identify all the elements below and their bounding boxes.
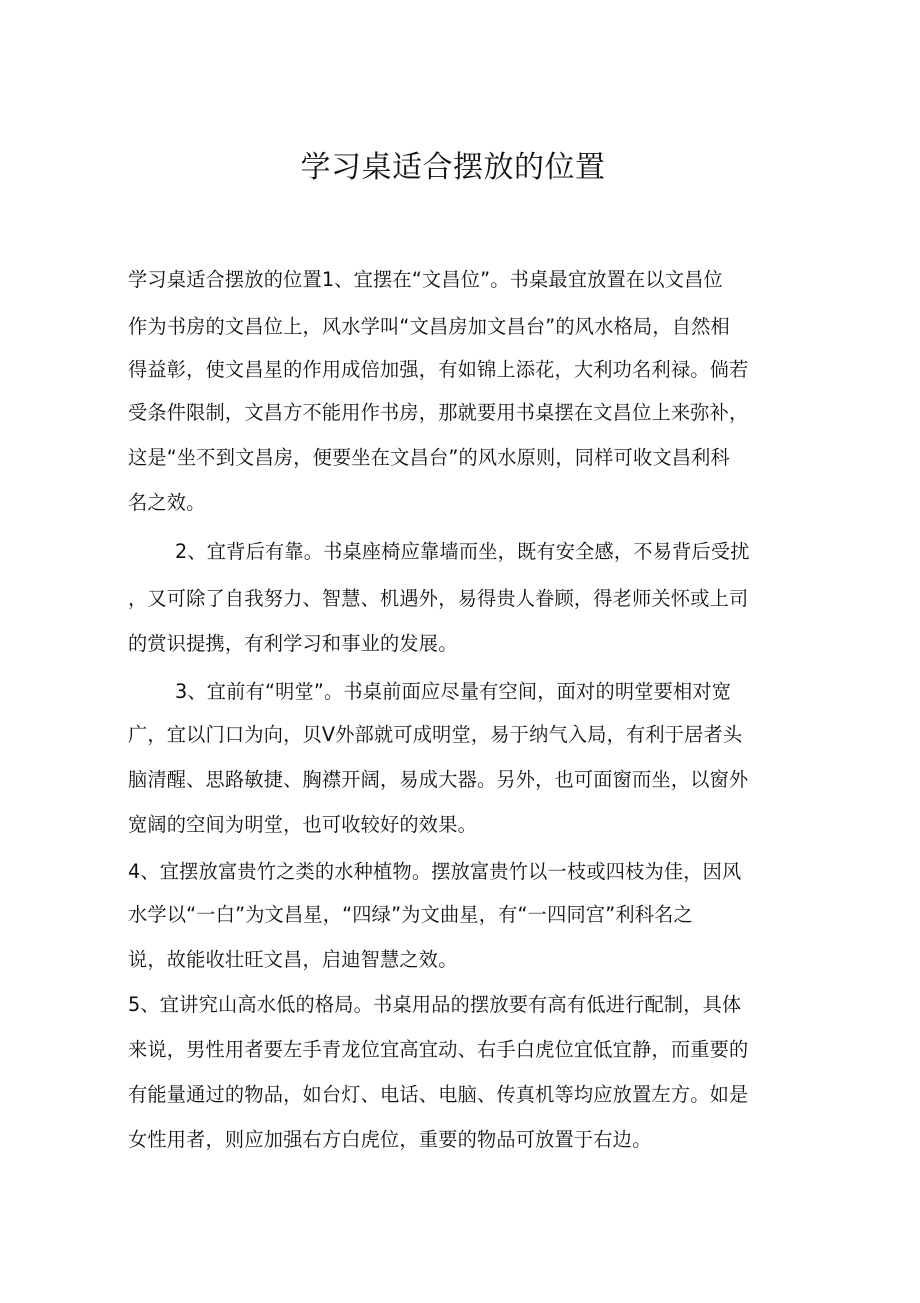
text-line: 4、宜摆放富贵竹之类的水种植物。摆放富贵竹以一枝或四枝为佳，因风 [128,860,742,883]
text-line: 说，故能收壮旺文昌，启迪智慧之效。 [128,948,458,971]
text-line: 女性用者，则应加强右方白虎位，重要的物品可放置于右边。 [128,1128,652,1151]
text-line: 这是“坐不到文昌房，便要坐在文昌台”的风水原则，同样可收文昌利科 [128,446,730,469]
text-line: 受条件限制，文昌方不能用作书房，那就要用书桌摆在文昌位上来弥补， [128,401,749,424]
text-line: 水学以“一白”为文昌星，“四绿”为文曲星，有“一四同宫”利科名之 [128,903,693,926]
document-title: 学习桌适合摆放的位置 [300,150,606,185]
text-line: 3、宜前有“明堂”。书桌前面应尽量有空间，面对的明堂要相对宽 [175,680,732,703]
text-line: 来说，男性用者要左手青龙位宜高宜动、右手白虎位宜低宜静，而重要的 [128,1038,749,1061]
text-line: 5、宜讲究山高水低的格局。书桌用品的摆放要有高有低进行配制，具体 [128,993,742,1016]
text-line: 2、宜背后有靠。书桌座椅应靠墙而坐，既有安全感，不易背后受扰 [175,540,750,563]
text-line: 有能量通过的物品，如台灯、电话、电脑、传真机等均应放置左方。如是 [128,1083,749,1106]
text-line: 宽阔的空间为明堂，也可收较好的效果。 [128,813,477,836]
text-line: ，又可除了自我努力、智慧、机遇外，易得贵人眷顾，得老师关怀或上司 [128,587,749,610]
text-line: 得益彰，使文昌星的作用成倍加强，有如锦上添花，大利功名利禄。倘若 [128,358,749,381]
text-line: 学习桌适合摆放的位置1、宜摆在“文昌位”。书桌最宜放置在以文昌位 [128,268,723,291]
text-line: 作为书房的文昌位上，风水学叫“文昌房加文昌台”的风水格局，自然相 [128,315,730,338]
text-line: 脑清醒、思路敏捷、胸襟开阔，易成大器。另外，也可面窗而坐，以窗外 [128,768,749,791]
text-line: 名之效。 [128,491,206,514]
text-line: 的赏识提携，有利学习和事业的发展。 [128,632,458,655]
text-line: 广，宜以门口为向，贝V外部就可成明堂，易于纳气入局，有利于居者头 [128,723,743,746]
